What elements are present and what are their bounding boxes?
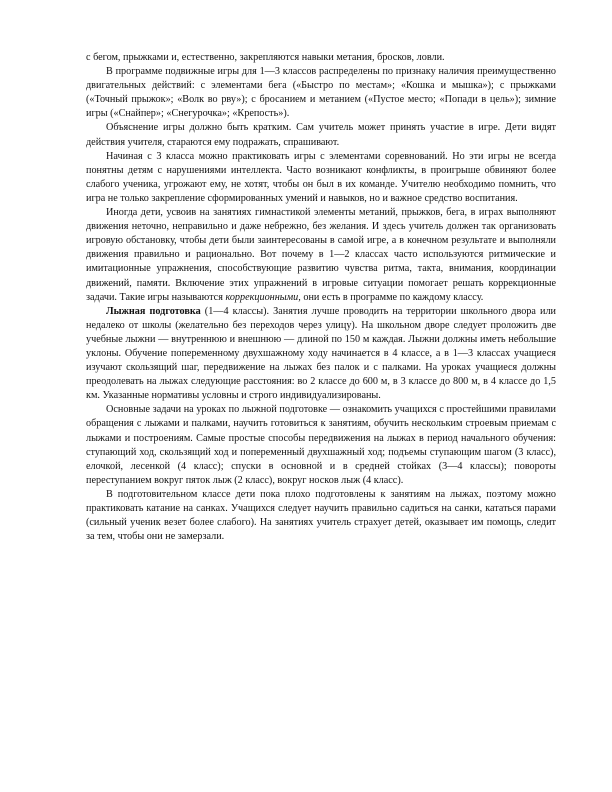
paragraph-3: Объяснение игры должно быть кратким. Сам учитель может принять участие в игре. Дети видят действия учителя, стараются ему подражать, спрашивают. <box>86 122 556 148</box>
paragraph-8: В подготовительном классе дети пока плохо подготовлены к занятиям на лыжах, поэтому можно практиковать катание на санках. Учащихся следует научить правильно садиться на санки, кататься парами (сильный ученик везет более слабого). На занятиях учитель страхует детей, оказывает им помощь, следит за тем, чтобы они не замерзали. <box>86 488 556 543</box>
paragraph-5-text-b: они есть в программе по каждому классу. <box>300 291 484 303</box>
section-heading-ski: Лыжная подготовка <box>106 305 201 317</box>
document-page <box>86 51 556 544</box>
paragraph-5-text-a: Иногда дети, усвоив на занятиях гимнастикой элементы метаний, прыжков, бега, в играх выполняют движения неточно, неправильно и даже небрежно, без желания. И здесь учитель должен так организовать игровую обстановку, чтобы дети были заинтересованы в самой игре, а в конечном результате и выполняли движения правильно и рационально. Вот почему в 1—2 классах часто используются ритмические и имитационные упражнения, способствующие развитию чувства ритма, такта, внимания, координации движений, памяти. Включение этих упражнений в игровые ситуации помогает решать коррекционные задачи. Такие игры называются <box>86 207 556 303</box>
paragraph-1: с бегом, прыжками и, естественно, закрепляются навыки метания, бросков, ловли. <box>86 52 445 63</box>
paragraph-4: Начиная с 3 класса можно практиковать игры с элементами соревнований. Но эти игры не всегда понятны детям с нарушениями интеллекта. Часто возникают конфликты, в проигрыше обвиняют более слабого ученика, угрожают ему, не хотят, чтобы он был в их команде. Учителю необходимо помнить, что игра не только закрепление сформированных умений и навыков, но и важное средство воспитания. <box>86 150 556 204</box>
paragraph-6 <box>86 305 556 404</box>
paragraph-5 <box>86 206 556 305</box>
paragraph-7: Основные задачи на уроках по лыжной подготовке — ознакомить учащихся с простейшими правилами обращения с лыжами и палками, научить готовиться к занятиям, обучить нескольким строевым приемам с лыжами и построениям. Самые простые способы передвижения на лыжах в период начального обучения: ступающий ход, скользящий ход и попеременный двухшажный ход; подъемы ступающим шагом (3 класс), елочкой, лесенкой (4 класс); спуски в основной и в средней стойках (3—4 классы); повороты переступанием вокруг пяток лыж (2 класс), вокруг носков лыж (4 класс). <box>86 404 556 486</box>
paragraph-2: В программе подвижные игры для 1—3 классов распределены по признаку наличия преимущественно двигательных действий: с элементами бега («Быстро по местам»; «Кошка и мышка»); с прыжками («Точный прыжок»; «Волк во рву»); с бросанием и метанием («Пустое место; «Попади в цель»); зимние игры («Снайпер»; «Снегурочка»; «Крепость»). <box>86 66 556 120</box>
paragraph-5-italic-term: коррекционными, <box>225 291 301 303</box>
paragraph-6-text: (1—4 классы). Занятия лучше проводить на территории школьного двора или недалеко от школы (желательно без переходов через улицу). На школьном дворе следует проложить две учебные лыжни — внутреннюю и внешнюю — длиной по 150 м каждая. Лыжни должны иметь небольшие уклоны. Обучение попеременному двухшажному ходу начинается в 4 классе, а в 1—3 классах учащиеся изучают скользящий шаг, передвижение на лыжах без палок и с палками. На уроках учащиеся должны преодолевать на лыжах следующие расстояния: во 2 классе до 600 м, в 3 классе до 800 м, в 4 классе до 1,5 км. Указанные нормативы условны и строго индивидуализированы. <box>86 305 556 402</box>
